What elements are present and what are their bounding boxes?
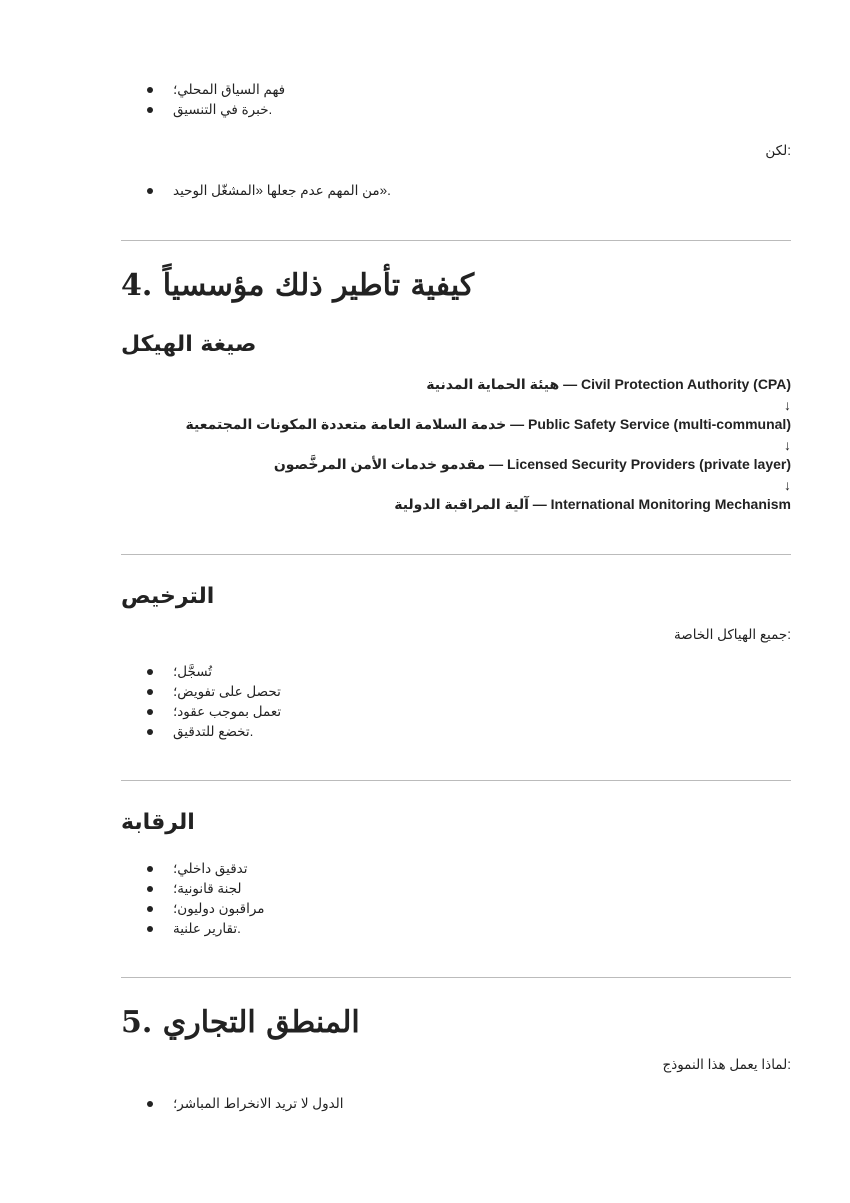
list-item: تعمل بموجب عقود؛ (121, 702, 791, 722)
structure-heading: صيغة الهيكل (121, 332, 257, 357)
bullet-icon (147, 689, 153, 695)
licensing-intro: جميع الهياكل الخاصة: (674, 627, 791, 642)
list-item: تقارير علنية. (121, 919, 791, 939)
arrow-down-icon: ↓ (784, 437, 791, 453)
list-item: فهم السياق المحلي؛ (121, 80, 791, 100)
list-item: لجنة قانونية؛ (121, 879, 791, 899)
section-divider (121, 780, 791, 781)
structure-line: هيئة الحماية المدنية — Civil Protection Authority (CPA) (426, 376, 791, 392)
bullet-icon (147, 926, 153, 932)
section-5-title: 5. المنطق التجاري (121, 1005, 360, 1040)
bullet-icon (147, 866, 153, 872)
list-item: تحصل على تفويض؛ (121, 682, 791, 702)
list-item: الدول لا تريد الانخراط المباشر؛ (121, 1094, 791, 1114)
list-item: تخضع للتدقيق. (121, 722, 791, 742)
licensing-heading: الترخيص (121, 584, 215, 609)
section-divider (121, 554, 791, 555)
bullet-icon (147, 87, 153, 93)
list-item: تدقيق داخلي؛ (121, 859, 791, 879)
but-label: لكن: (765, 143, 791, 158)
bullet-icon (147, 669, 153, 675)
document-page (121, 0, 791, 1203)
bullet-icon (147, 1101, 153, 1107)
bullet-icon (147, 107, 153, 113)
section-5-intro: لماذا يعمل هذا النموذج: (662, 1057, 791, 1072)
oversight-heading: الرقابة (121, 810, 195, 835)
section-4-title: 4. كيفية تأطير ذلك مؤسسياً (121, 268, 475, 303)
list-item: خبرة في التنسيق. (121, 100, 791, 120)
list-item: مراقبون دوليون؛ (121, 899, 791, 919)
bullet-icon (147, 729, 153, 735)
structure-line: خدمة السلامة العامة متعددة المكونات المجتمعية — Public Safety Service (multi-communal) (185, 416, 791, 432)
bullet-icon (147, 188, 153, 194)
structure-line: مقدمو خدمات الأمن المرخَّصون — Licensed Security Providers (private layer) (273, 456, 791, 472)
list-item: من المهم عدم جعلها «المشغّل الوحيد». (121, 181, 791, 201)
section-divider (121, 240, 791, 241)
structure-line: آلية المراقبة الدولية — International Monitoring Mechanism (394, 496, 791, 512)
list-item: تُسجَّل؛ (121, 662, 791, 682)
arrow-down-icon: ↓ (784, 477, 791, 493)
bullet-icon (147, 906, 153, 912)
arrow-down-icon: ↓ (784, 397, 791, 413)
bullet-icon (147, 709, 153, 715)
bullet-icon (147, 886, 153, 892)
section-divider (121, 977, 791, 978)
